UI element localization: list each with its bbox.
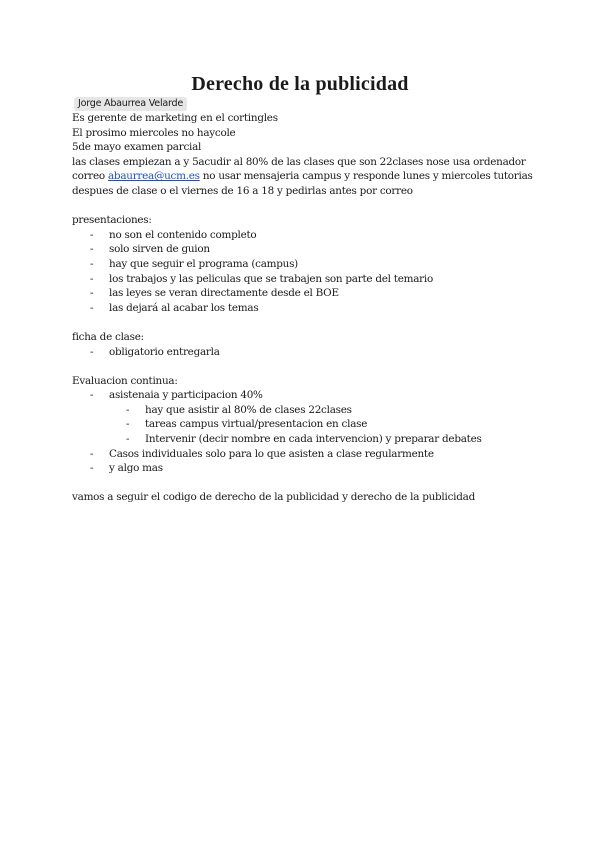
intro-line-2: El prosimo miercoles no haycole <box>72 126 236 139</box>
ficha-list <box>72 345 542 360</box>
dash-bullet: - <box>126 403 130 416</box>
dash-bullet: - <box>90 272 94 285</box>
intro-line-1: Es gerente de marketing en el cortingles <box>72 112 278 124</box>
dash-bullet: - <box>126 433 130 446</box>
intro-line-4: las clases empiezan a y 5acudir al 80% de las clases que son 22clases nose usa ordenador <box>72 155 526 168</box>
dash-bullet: - <box>90 447 94 460</box>
evaluacion-list <box>72 388 542 476</box>
dash-bullet: - <box>90 228 94 241</box>
dash-bullet: - <box>90 345 94 358</box>
spacer <box>72 359 542 374</box>
list-item-text: las dejará al acabar los temas <box>109 301 259 314</box>
document-body <box>72 96 542 505</box>
dash-bullet: - <box>90 462 94 475</box>
spacer <box>72 476 542 491</box>
author-line <box>72 96 542 111</box>
list-item-text: asistenaia y participacion 40% <box>109 389 263 402</box>
contact-line <box>72 169 542 184</box>
dash-bullet: - <box>90 243 94 256</box>
spacer <box>72 315 542 330</box>
contact-prefix: correo <box>72 170 108 183</box>
sublist-item <box>72 432 542 447</box>
dash-bullet: - <box>126 418 130 431</box>
list-item <box>72 447 542 462</box>
dash-bullet: - <box>90 301 94 314</box>
author-chip[interactable]: Jorge Abaurrea Velarde <box>74 97 187 111</box>
contact-suffix: no usar mensajeria campus y responde lunes y miercoles tutorias <box>199 170 533 183</box>
list-item-text: solo sirven de guion <box>109 243 210 256</box>
page-title: Derecho de la publicidad <box>191 73 409 95</box>
list-item <box>72 388 542 403</box>
list-item-text: hay que seguir el programa (campus) <box>109 257 298 270</box>
list-item-text: y algo mas <box>109 462 163 475</box>
list-item <box>72 228 542 243</box>
email-link[interactable]: abaurrea@ucm.es <box>107 170 200 183</box>
closing-line: vamos a seguir el codigo de derecho de la publicidad y derecho de la publicidad <box>72 491 475 504</box>
evaluacion-heading: Evaluacion continua: <box>72 374 178 387</box>
dash-bullet: - <box>90 257 94 270</box>
list-item <box>72 272 542 287</box>
list-item <box>72 461 542 476</box>
list-item <box>72 301 542 316</box>
list-item-text: obligatorio entregarla <box>109 345 220 358</box>
sublist-item <box>72 417 542 432</box>
list-item <box>72 242 542 257</box>
dash-bullet: - <box>90 287 94 300</box>
list-item-text: no son el contenido completo <box>109 228 257 241</box>
presentaciones-list <box>72 228 542 316</box>
ficha-heading: ficha de clase: <box>72 330 144 343</box>
list-item-text: las leyes se veran directamente desde el BOE <box>109 287 339 300</box>
presentaciones-heading: presentaciones: <box>72 214 152 227</box>
list-item-text: Casos individuales solo para lo que asisten a clase regularmente <box>109 447 434 460</box>
list-item <box>72 257 542 272</box>
list-item-text: los trabajos y las peliculas que se trabajen son parte del temario <box>109 272 433 285</box>
spacer <box>72 199 542 214</box>
list-item-text: Intervenir (decir nombre en cada intervencion) y preparar debates <box>145 433 482 446</box>
sublist-item <box>72 403 542 418</box>
contact-line-2: despues de clase o el viernes de 16 a 18 y pedirlas antes por correo <box>72 184 413 197</box>
dash-bullet: - <box>90 389 94 402</box>
list-item <box>72 286 542 301</box>
list-item-text: tareas campus virtual/presentacion en clase <box>145 418 368 431</box>
list-item-text: hay que asistir al 80% de clases 22clases <box>145 403 352 416</box>
list-item <box>72 345 542 360</box>
intro-line-3: 5de mayo examen parcial <box>72 141 202 154</box>
